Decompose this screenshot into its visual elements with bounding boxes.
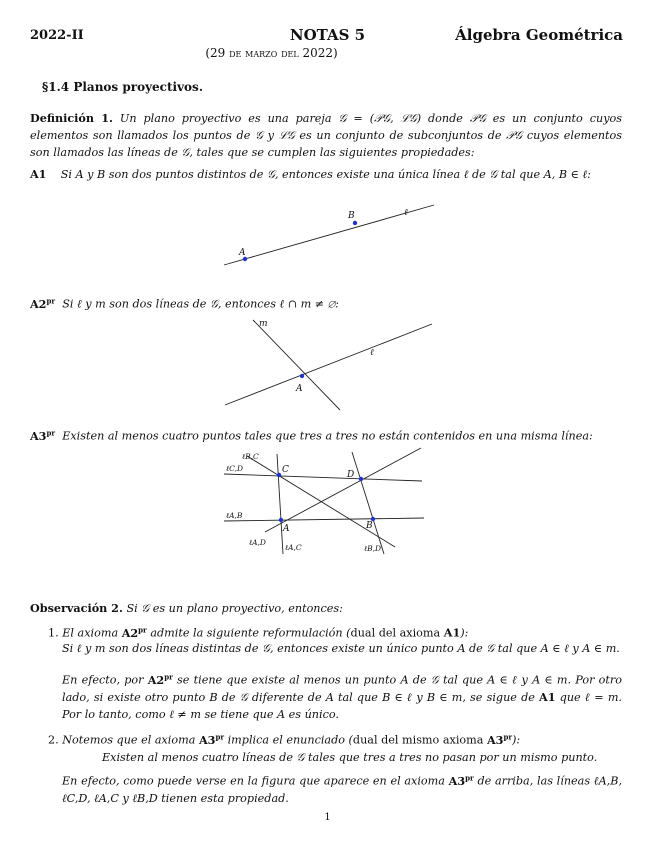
definition-paragraph — [30, 110, 622, 161]
axiom-a3-text: Existen al menos cuatro puntos tales que tres a tres no están contenidos en una misma línea: — [62, 429, 593, 443]
section-title: §1.4 Planos proyectivos. — [42, 80, 203, 94]
fig3-line-cd — [224, 474, 422, 481]
fig3-label-lac: ℓA,C — [285, 543, 302, 552]
term-label: 2022-II — [30, 28, 84, 43]
fig3-label-lbc: ℓB,C — [242, 452, 259, 461]
fig1-label-l: ℓ — [404, 208, 408, 218]
definition-label: Definición 1. — [30, 111, 113, 125]
fig2-label-a: A — [296, 384, 303, 394]
page-number: 1 — [324, 812, 331, 823]
axiom-a2-label: $A2^{pr}$ — [30, 296, 56, 311]
observation-item-2-statement: Existen al menos cuatro líneas de 𝒢 tales que tres a tres no pasan por un mismo punto. — [102, 751, 598, 764]
axiom-a3 — [30, 424, 622, 445]
fig3-label-lcd: ℓC,D — [226, 464, 243, 473]
fig3-label-d: D — [347, 470, 355, 480]
observation-heading — [30, 600, 622, 617]
fig1-label-b: B — [348, 211, 355, 221]
fig3-point-a — [279, 518, 283, 522]
fig3-label-b: B — [366, 521, 373, 531]
observation-item-2-proof: En efecto, como puede verse en la figura que aparece en el axioma $A3^{pr}$ de arriba, las líneas ℓA,B, ℓC,D, ℓA,C y ℓB,D tienen esta propiedad. — [62, 773, 623, 805]
axiom-a1-label: A1 — [30, 167, 47, 181]
observation-item-1-proof: En efecto, por $A2^{pr}$ se tiene que existe al menos un punto A de 𝒢 tal que A ∈ ℓ y A ∈ m. Por otro lado, si existe otro punto B de 𝒢 diferente de A tal que B ∈ ℓ y B ∈ m, se sigue de A1 que ℓ = m. Por lo tanto, como ℓ ≠ m se tiene que A es único. — [62, 672, 622, 721]
fig3-label-a: A — [283, 524, 290, 534]
axiom-a3-label: $A3^{pr}$ — [30, 428, 56, 443]
axiom-a2 — [30, 292, 622, 313]
fig3-line-bd — [352, 452, 384, 554]
figure-a2 — [0, 312, 655, 412]
fig3-label-lad: ℓA,D — [249, 538, 266, 547]
fig3-line-bc — [247, 456, 395, 547]
observation-item-2: 2. Notemos que el axioma $A3^{pr}$ implica el enunciado (dual del mismo axioma $A3^{pr}$): — [48, 732, 521, 747]
fig2-label-l: ℓ — [370, 348, 374, 358]
fig3-point-d — [359, 477, 363, 481]
axiom-a1-text: Si A y B son dos puntos distintos de 𝒢, entonces existe una única línea ℓ de 𝒢 tal que A, B ∈ ℓ: — [60, 168, 591, 181]
fig3-point-c — [277, 473, 281, 477]
fig1-point-b — [353, 221, 357, 225]
fig1-line-l — [224, 205, 434, 265]
definition-text: Un plano proyectivo es una pareja 𝒢 = (𝒫𝒢, ℒ𝒢) donde 𝒫𝒢 es un conjunto cuyos elementos son llamados los puntos de 𝒢 y ℒ𝒢 es un conjunto de subconjuntos de 𝒫𝒢 cuyos elementos son llamados las líneas de 𝒢, tales que se cumplen las siguientes propiedades: — [30, 112, 622, 159]
fig3-line-ab — [224, 518, 424, 521]
observation-intro: Si 𝒢 es un plano proyectivo, entonces: — [126, 602, 343, 615]
notes-date: (29 de marzo del 2022) — [205, 46, 338, 60]
fig3-label-c: C — [282, 465, 289, 475]
notes-title: NOTAS 5 — [289, 26, 366, 44]
course-title: Álgebra Geométrica — [455, 26, 623, 44]
fig1-label-a: A — [239, 248, 246, 258]
fig2-point-a — [300, 374, 304, 378]
fig3-label-lab: ℓA,B — [226, 511, 243, 520]
fig3-label-lbd: ℓB,D — [364, 544, 382, 553]
observation-item-1: 1. El axioma $A2^{pr}$ admite la siguiente reformulación (dual del axioma A1): — [48, 625, 469, 640]
fig2-line-l — [225, 324, 432, 405]
figure-a3 — [0, 444, 655, 564]
axiom-a2-text: Si ℓ y m son dos líneas de 𝒢, entonces ℓ ∩ m ≠ ∅: — [62, 297, 339, 311]
figure-a1 — [0, 195, 655, 275]
observation-label: Observación 2. — [30, 601, 123, 615]
axiom-a1 — [30, 166, 622, 183]
observation-item-1-statement: Si ℓ y m son dos líneas distintas de 𝒢, entonces existe un único punto A de 𝒢 tal que A ∈ ℓ y A ∈ m. — [62, 642, 620, 655]
fig2-label-m: m — [259, 319, 268, 329]
